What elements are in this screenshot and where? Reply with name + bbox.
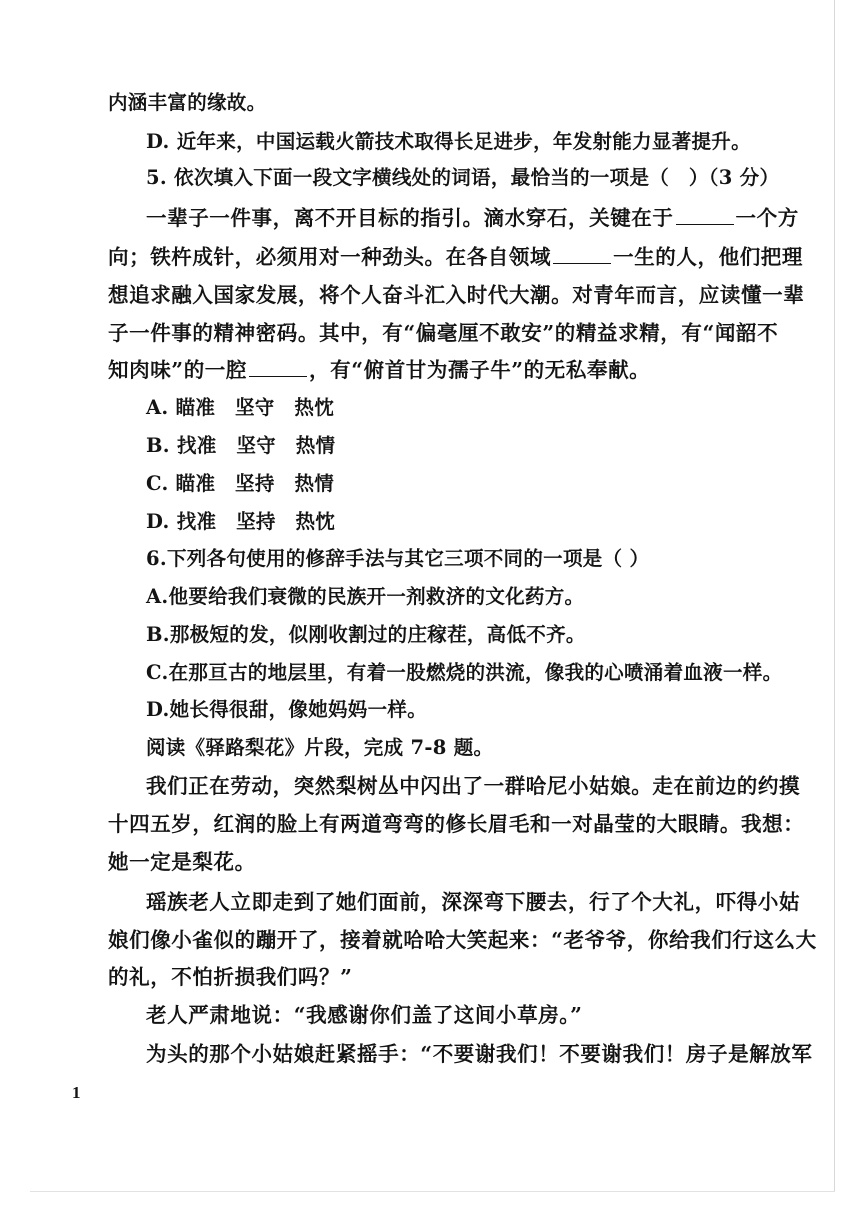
passage-line — [146, 205, 799, 231]
reading-passage-line: 我们正在劳动，突然梨树丛中闪出了一群哈尼小姑娘。走在前边的约摸 — [146, 774, 801, 798]
passage-text: 向；铁杵成针，必须用对一种劲头。在各自领域 — [108, 245, 552, 269]
passage-text: 一辈子一件事，离不开目标的指引。滴水穿石，关键在于 — [146, 206, 674, 230]
page-number: 1 — [72, 1083, 81, 1102]
passage-line — [108, 244, 803, 270]
option-d: D.她长得很甜，像她妈妈一样。 — [146, 698, 428, 721]
answer-blank — [249, 358, 307, 377]
reading-passage-line: 老人严肃地说：“我感谢你们盖了这间小草房。” — [146, 1003, 583, 1027]
reading-passage-line: 为头的那个小姑娘赶紧摇手：“不要谢我们！不要谢我们！房子是解放军 — [146, 1042, 813, 1066]
page-edge-bottom — [30, 1191, 835, 1192]
passage-text: 一生的人，他们把理 — [613, 245, 804, 269]
option-d: D. 找准 坚持 热忱 — [146, 510, 336, 533]
option-a: A. 瞄准 坚守 热忱 — [146, 396, 335, 419]
passage-line: 想追求融入国家发展，将个人奋斗汇入时代大潮。对青年而言，应读懂一辈 — [108, 283, 805, 307]
reading-passage-line: 十四五岁，红润的脸上有两道弯弯的修长眉毛和一对晶莹的大眼睛。我想： — [108, 812, 805, 836]
option-b: B. 找准 坚守 热情 — [146, 434, 336, 457]
answer-blank — [676, 206, 734, 225]
passage-text: ，有“俯首甘为孺子牛”的无私奉献。 — [309, 358, 651, 382]
answer-blank — [553, 245, 611, 264]
page-edge-right — [834, 0, 835, 1192]
question-6-stem: 6.下列各句使用的修辞手法与其它三项不同的一项是（ ） — [146, 547, 650, 570]
question-5-stem: 5. 依次填入下面一段文字横线处的词语，最恰当的一项是（ ）（3 分） — [146, 166, 780, 189]
option-a: A.他要给我们衰微的民族开一剂救济的文化药方。 — [146, 585, 585, 608]
reading-instruction: 阅读《驿路梨花》片段，完成 7-8 题。 — [146, 736, 494, 759]
option-b: B.那极短的发，似刚收割过的庄稼茬，高低不齐。 — [146, 623, 586, 646]
option-c: C. 瞄准 坚持 热情 — [146, 472, 335, 495]
reading-passage-line: 她一定是梨花。 — [108, 850, 256, 874]
option-line: D. 近年来，中国运载火箭技术取得长足进步，年发射能力显著提升。 — [146, 130, 751, 153]
passage-text: 知肉味”的一腔 — [108, 358, 247, 382]
reading-passage-line: 娘们像小雀似的蹦开了，接着就哈哈大笑起来：“老爷爷，你给我们行这么大 — [108, 928, 817, 952]
text-line: 内涵丰富的缘故。 — [108, 91, 267, 114]
passage-text: 一个方 — [735, 206, 799, 230]
reading-passage-line: 瑶族老人立即走到了她们面前，深深弯下腰去，行了个大礼，吓得小姑 — [146, 890, 801, 914]
passage-line: 子一件事的精神密码。其中，有“偏毫厘不敢安”的精益求精，有“闻韶不 — [108, 321, 779, 345]
reading-passage-line: 的礼，不怕折损我们吗？” — [108, 965, 353, 989]
passage-line — [108, 357, 650, 383]
option-c: C.在那亘古的地层里，有着一股燃烧的洪流，像我的心喷涌着血液一样。 — [146, 661, 783, 684]
